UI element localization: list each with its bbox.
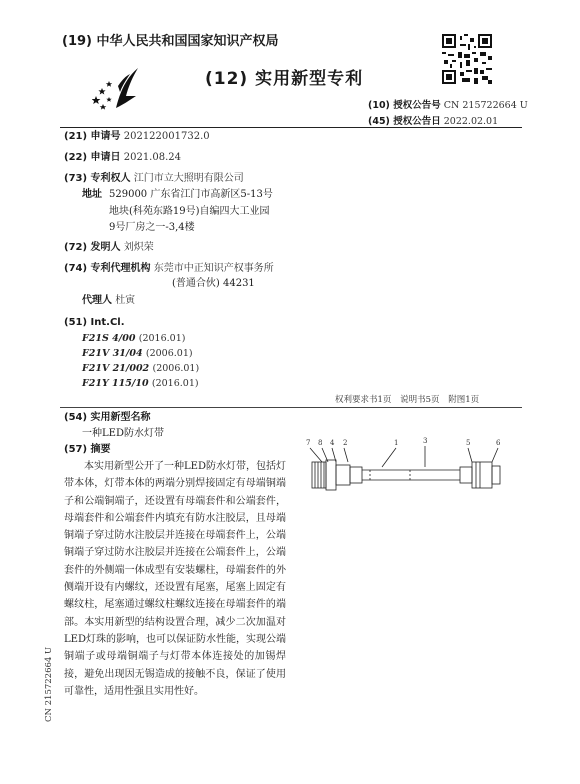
ipc-entry: [82, 348, 193, 359]
filing-date: [64, 151, 181, 165]
publication-date-label: (45) 授权公告日: [368, 116, 441, 127]
agent: [82, 294, 135, 308]
ipc-entry: [82, 378, 199, 389]
publication-number-value: CN 215722664 U: [443, 100, 528, 111]
abstract-label-row: [64, 443, 111, 457]
utility-model-title-label: [64, 411, 151, 425]
section-rule: [60, 407, 522, 408]
figure-label: 2: [343, 439, 348, 447]
agency-line: (普通合伙) 44231: [172, 278, 255, 289]
application-number-label: (21) 申请号: [64, 131, 121, 142]
address-line: 地块(科苑东路19号)自编四大工业园: [109, 206, 270, 217]
abstract-label: (57) 摘要: [64, 444, 111, 455]
qr-code-icon: [442, 34, 492, 84]
document-type: (12) 实用新型专利: [205, 69, 364, 89]
publication-number-label: (10) 授权公告号: [368, 100, 441, 111]
publication-number: [368, 97, 528, 111]
page-count: 权利要求书1页 说明书5页 附图1页: [335, 395, 480, 405]
ipc-entry: [82, 363, 199, 374]
inventor: [64, 241, 154, 255]
publication-date: [368, 113, 498, 127]
utility-model-title: 一种LED防水灯带: [82, 428, 164, 439]
ipc-code: F21S 4/00: [82, 333, 136, 344]
patentee-label: (73) 专利权人: [64, 173, 131, 184]
intcl: [64, 316, 125, 330]
ipc-date: (2006.01): [145, 348, 193, 359]
figure-label: 7: [306, 439, 311, 447]
inventor-value: 刘炽荣: [123, 242, 154, 253]
figure-label: 6: [496, 439, 501, 447]
agency: [64, 262, 274, 276]
intcl-label: (51) Int.Cl.: [64, 317, 125, 328]
ipc-entry: [82, 333, 185, 344]
office-name: (19) 中华人民共和国国家知识产权局: [62, 34, 279, 49]
filing-date-label: (22) 申请日: [64, 152, 121, 163]
publication-date-value: 2022.02.01: [443, 116, 499, 127]
figure-label: 4: [330, 439, 335, 447]
address-line: 529000 广东省江门市高新区5-13号: [109, 189, 273, 200]
figure-label: 3: [423, 437, 428, 445]
figure-label: 8: [318, 439, 323, 447]
ipc-date: (2016.01): [138, 333, 186, 344]
application-number-value: 202122001732.0: [123, 131, 210, 142]
patentee-value: 江门市立大照明有限公司: [133, 173, 244, 184]
application-number: [64, 130, 210, 144]
inventor-label: (72) 发明人: [64, 242, 121, 253]
abstract-text: 本实用新型公开了一种LED防水灯带，包括灯带本体，灯带本体的两端分别焊接固定有母端铜端子和公端铜端子，还设置有母端套件和公端套件，母端套件和公端套件内填充有防水注胶层，且母端铜端子穿过防水注胶层并连接在母端套件上，公端铜端子穿过防水注胶层并连接在公端套件上，公端套件的外侧端一体成型有安装螺柱，母端套件的外侧端开设有内螺纹，还设置有尾塞，尾塞上固定有螺纹柱，尾塞通过螺纹柱螺纹连接在母端套件的端部。本实用新型的结构设置合理，减少二次加温对LED灯珠的影响，也可以保证防水性能，实现公端铜端子或母端铜端子与灯带本体连接处的加锡焊接，避免出现因无锡造成的接触不良，保证了使用可靠性，适用性强且实用性好。: [64, 461, 286, 697]
ipc-code: F21V 21/002: [82, 363, 150, 374]
ipc-code: F21V 31/04: [82, 348, 143, 359]
title-label: (54) 实用新型名称: [64, 412, 151, 423]
agency-label: (74) 专利代理机构: [64, 263, 151, 274]
ipc-date: (2016.01): [151, 378, 199, 389]
figure-label: 5: [466, 439, 471, 447]
filing-date-value: 2021.08.24: [123, 152, 181, 163]
header-rule: [60, 127, 522, 128]
patentee: [64, 172, 244, 186]
ipc-date: (2006.01): [152, 363, 200, 374]
ipc-code: F21Y 115/10: [82, 378, 149, 389]
side-publication-number: CN 215722664 U: [44, 646, 54, 722]
led-strip-drawing: [300, 440, 522, 500]
agent-value: 杜寅: [115, 295, 136, 306]
agency-line: 东莞市中正知识产权事务所: [153, 263, 274, 274]
agent-label: 代理人: [82, 295, 112, 306]
address: [82, 188, 102, 202]
figure-label: 1: [394, 439, 399, 447]
cnipa-emblem-icon: [92, 66, 144, 110]
address-line: 9号厂房之一-3,4楼: [109, 222, 195, 233]
address-label: 地址: [82, 189, 102, 200]
